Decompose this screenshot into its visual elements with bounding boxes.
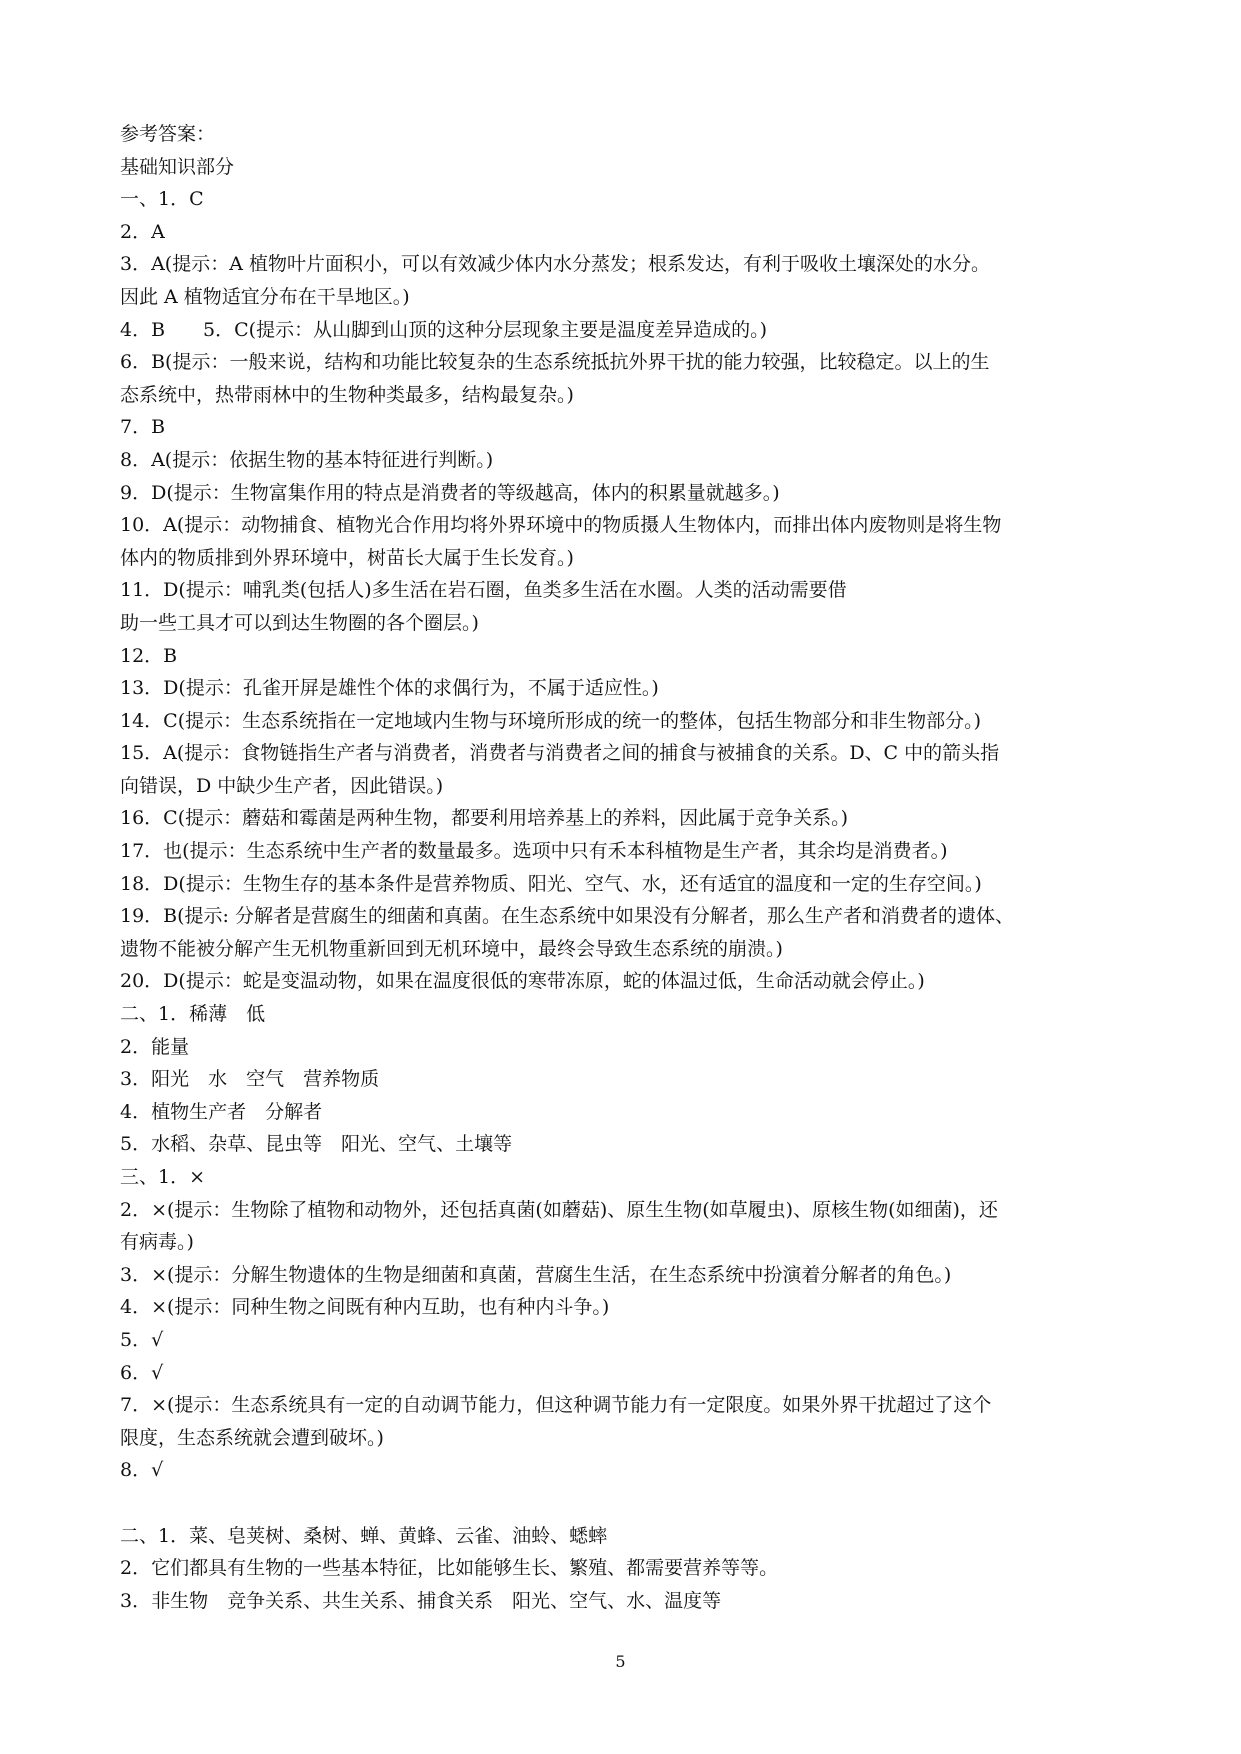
answer-key-content	[120, 118, 1130, 1617]
answer-line: 16．C(提示：蘑菇和霉菌是两种生物，都要利用培养基上的养料，因此属于竞争关系。)	[120, 807, 849, 830]
answer-line: 4．植物生产者 分解者	[120, 1100, 323, 1123]
answer-line: 19．B(提示: 分解者是营腐生的细菌和真菌。在生态系统中如果没有分解者，那么生产者和消费者的遗体、	[120, 905, 1014, 928]
answer-line: 3．非生物 竞争关系、共生关系、捕食关系 阳光、空气、水、温度等	[120, 1589, 722, 1612]
answer-line: 6．B(提示：一般来说，结构和功能比较复杂的生态系统抵抗外界干扰的能力较强，比较稳定。以上的生	[120, 351, 990, 374]
answer-line: 13．D(提示：孔雀开屏是雄性个体的求偶行为，不属于适应性。)	[120, 677, 659, 700]
answer-line: 17．也(提示：生态系统中生产者的数量最多。选项中只有禾本科植物是生产者，其余均是消费者。)	[120, 840, 948, 863]
answer-line: 14．C(提示：生态系统指在一定地域内生物与环境所形成的统一的整体，包括生物部分和非生物部分。)	[120, 709, 982, 732]
answer-line: 8．A(提示：依据生物的基本特征进行判断。)	[120, 448, 494, 471]
answer-line: 8．√	[120, 1459, 164, 1482]
answer-line: 二、1．稀薄 低	[120, 1003, 266, 1026]
answer-line: 5．√	[120, 1328, 164, 1351]
answer-line: 有病毒。)	[120, 1231, 194, 1254]
answer-line: 2．能量	[120, 1035, 190, 1058]
answer-title: 参考答案：	[120, 123, 216, 145]
answer-line: 助一些工具才可以到达生物圈的各个圈层。)	[120, 611, 479, 634]
answer-line: 2．它们都具有生物的一些基本特征，比如能够生长、繁殖、都需要营养等等。	[120, 1557, 779, 1580]
answer-line: 4．×(提示：同种生物之间既有种内互助，也有种内斗争。)	[120, 1296, 610, 1319]
answer-line: 9．D(提示：生物富集作用的特点是消费者的等级越高，体内的积累量就越多。)	[120, 481, 780, 504]
answer-line: 限度，生态系统就会遭到破坏。)	[120, 1426, 384, 1449]
answer-line: 2．A	[120, 220, 165, 243]
answer-line: 3．阳光 水 空气 营养物质	[120, 1068, 380, 1091]
page-number: 5	[615, 1652, 626, 1671]
answer-line: 2．×(提示：生物除了植物和动物外，还包括真菌(如蘑菇)、原生生物(如草履虫)、原核生物(如细菌)，还	[120, 1198, 998, 1221]
answer-line: 7．×(提示：生态系统具有一定的自动调节能力，但这种调节能力有一定限度。如果外界干扰超过了这个	[120, 1394, 992, 1417]
answer-line: 10．A(提示：动物捕食、植物光合作用均将外界环境中的物质摄人生物体内，而排出体内废物则是将生物	[120, 514, 1002, 537]
answer-line: 15．A(提示：食物链指生产者与消费者，消费者与消费者之间的捕食与被捕食的关系。D、C 中的箭头指	[120, 742, 1000, 765]
answer-line: 5．水稻、杂草、昆虫等 阳光、空气、土壤等	[120, 1133, 513, 1156]
answer-line: 二、1．菜、皂荚树、桑树、蝉、黄蜂、云雀、油蛉、蟋蟀	[120, 1524, 608, 1547]
answer-line: 因此 A 植物适宜分布在干旱地区。)	[120, 285, 410, 308]
answer-line: 体内的物质排到外界环境中，树苗长大属于生长发育。)	[120, 546, 574, 569]
answer-line: 态系统中，热带雨林中的生物种类最多，结构最复杂。)	[120, 383, 574, 406]
answer-line: 向错误，D 中缺少生产者，因此错误。)	[120, 774, 444, 797]
blank-line	[120, 1487, 1130, 1520]
answer-line: 7．B	[120, 416, 166, 439]
answer-line: 3．×(提示：分解生物遗体的生物是细菌和真菌，营腐生生活，在生态系统中扮演着分解者的角色。)	[120, 1263, 952, 1286]
answer-line: 3．A(提示：A 植物叶片面积小，可以有效减少体内水分蒸发；根系发达，有利于吸收土壤深处的水分。	[120, 253, 990, 276]
answer-line: 遗物不能被分解产生无机物重新回到无机环境中，最终会导致生态系统的崩溃。)	[120, 937, 783, 960]
answer-line: 4．B 5．C(提示：从山脚到山顶的这种分层现象主要是温度差异造成的。)	[120, 318, 768, 341]
answer-line: 12．B	[120, 644, 178, 667]
answer-line: 一、1．C	[120, 188, 204, 211]
answer-line: 20．D(提示：蛇是变温动物，如果在温度很低的寒带冻原，蛇的体温过低，生命活动就会停止。)	[120, 970, 925, 993]
answer-line: 三、1．×	[120, 1166, 206, 1188]
answer-line: 11．D(提示：哺乳类(包括人)多生活在岩石圈，鱼类多生活在水圈。人类的活动需要借	[120, 579, 847, 602]
section-heading: 基础知识部分	[120, 155, 235, 178]
answer-line: 18．D(提示：生物生存的基本条件是营养物质、阳光、空气、水，还有适宜的温度和一定的生存空间。)	[120, 872, 982, 895]
answer-line: 6．√	[120, 1361, 164, 1384]
